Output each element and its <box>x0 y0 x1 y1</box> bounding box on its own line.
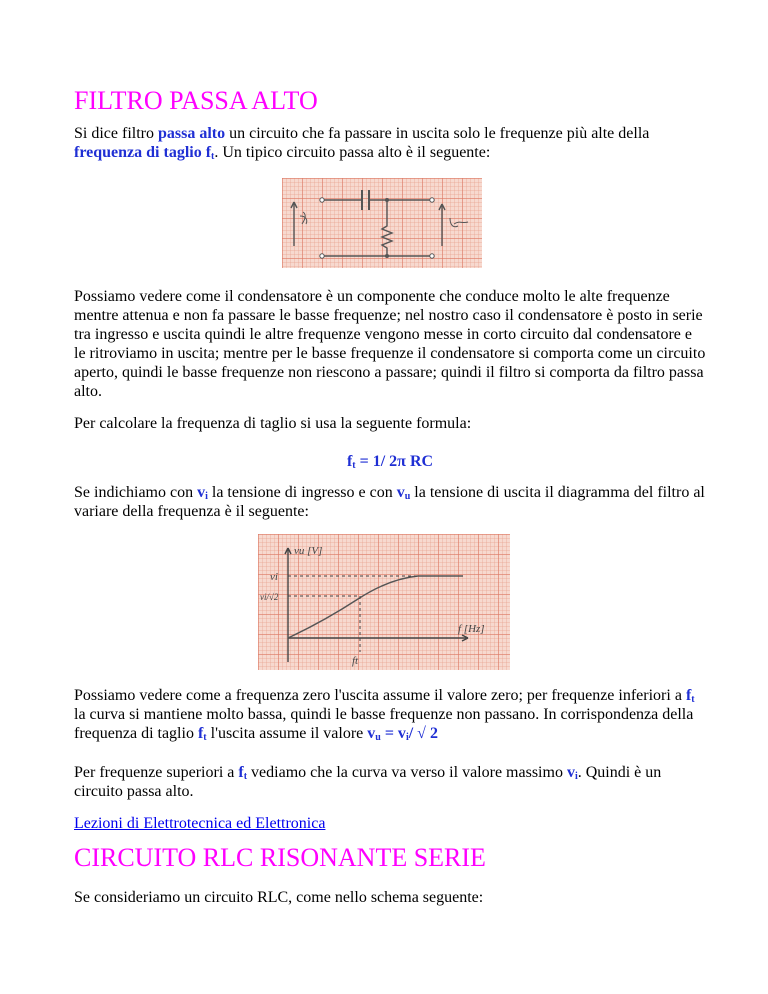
cutoff-formula <box>74 452 706 471</box>
subscript: u <box>375 732 381 743</box>
text: la tensione di uscita il diagramma del filtro al variare della frequenza è il seguente: <box>74 484 705 520</box>
subscript: t <box>203 732 207 743</box>
subscript: i <box>205 491 208 502</box>
highlight-passa-alto: passa alto <box>157 125 226 142</box>
section-title-filtro: FILTRO PASSA ALTO <box>74 86 318 115</box>
rlc-intro-paragraph: Se consideriamo un circuito RLC, come nello schema seguente: <box>74 889 484 906</box>
text: = 1/ 2π RC <box>355 453 434 470</box>
text: la tensione di ingresso e con <box>207 484 397 501</box>
y-tick-vi-sqrt2: vi/√2 <box>260 592 279 602</box>
y-tick-vi: vi <box>270 571 278 583</box>
text: la curva si mantiene molto bassa, quindi le basse frequenze non passano. In corrispondenza della frequenza di taglio <box>74 706 694 742</box>
text: frequenza di taglio f <box>74 144 212 161</box>
subscript: t <box>352 460 356 471</box>
text: f <box>685 687 692 704</box>
text: v <box>367 725 376 742</box>
circuit-drawing <box>282 178 482 268</box>
x-tick-ft: ft <box>352 655 359 667</box>
symbol-ft <box>238 764 247 781</box>
text: v <box>396 484 405 501</box>
subscript: i <box>405 732 409 743</box>
explanation-paragraph: Possiamo vedere come il condensatore è un componente che conduce molto le alte frequenze mentre attenua e non fa passare le basse frequenze; nel nostro caso il condensatore è posto in serie tra ingresso e uscita quindi le altre frequenze vengono messe in corto circuito dal condensatore e le ritroviamo in uscita; mentre per le basse frequenze il condensatore si comporta come un circuito aperto, quindi le basse frequenze non riescono a passare; quindi il filtro si comporta da filtro passa alto. <box>74 288 706 400</box>
x-axis-label: f [Hz] <box>458 623 485 635</box>
symbol-ft <box>198 725 207 742</box>
text: Per frequenze superiori a <box>74 764 239 781</box>
text: . Un tipico circuito passa alto è il seguente: <box>214 144 491 161</box>
text: v <box>566 764 575 781</box>
text: v <box>197 484 206 501</box>
y-axis-label: vu [V] <box>294 545 323 557</box>
text: Possiamo vedere come a frequenza zero l'uscita assume il valore zero; per frequenze inferiori a <box>74 687 686 704</box>
link-paragraph <box>74 814 706 833</box>
symbol-ft <box>686 687 695 704</box>
text: Si dice filtro <box>74 125 158 142</box>
formula-intro: Per calcolare la frequenza di taglio si usa la seguente formula: <box>74 415 472 432</box>
lessons-link[interactable]: Lezioni di Elettrotecnica ed Elettronica <box>74 815 326 832</box>
text: vediamo che la curva va verso il valore massimo <box>247 764 567 781</box>
text: / √ 2 <box>408 725 438 742</box>
text: f <box>197 725 204 742</box>
text: un circuito che fa passare in uscita solo le frequenze più alte della <box>225 125 650 142</box>
highlight-frequenza-taglio <box>74 144 214 161</box>
text: f <box>346 453 353 470</box>
subscript: t <box>243 771 248 782</box>
subscript: i <box>574 771 578 782</box>
text: f <box>238 764 244 781</box>
cutoff-value-expression <box>367 725 438 742</box>
symbol-vu <box>397 484 411 501</box>
text: . Quindi è un circuito passa alto. <box>74 764 662 800</box>
high-pass-circuit-figure <box>282 178 482 268</box>
text: Se indichiamo con <box>74 484 198 501</box>
section-title-rlc: CIRCUITO RLC RISONANTE SERIE <box>74 843 486 872</box>
text: = v <box>380 725 406 742</box>
diagram-intro-paragraph <box>74 483 706 521</box>
text: l'uscita assume il valore <box>206 725 368 742</box>
subscript: t <box>211 151 215 162</box>
symbol-vi <box>197 484 208 501</box>
intro-paragraph <box>74 124 706 162</box>
symbol-vi <box>567 764 578 781</box>
subscript: u <box>404 491 411 502</box>
behaviour-paragraph <box>74 686 706 743</box>
response-graph <box>258 534 510 670</box>
conclusion-paragraph <box>74 763 706 801</box>
frequency-response-figure <box>258 534 510 670</box>
subscript: t <box>691 694 695 705</box>
